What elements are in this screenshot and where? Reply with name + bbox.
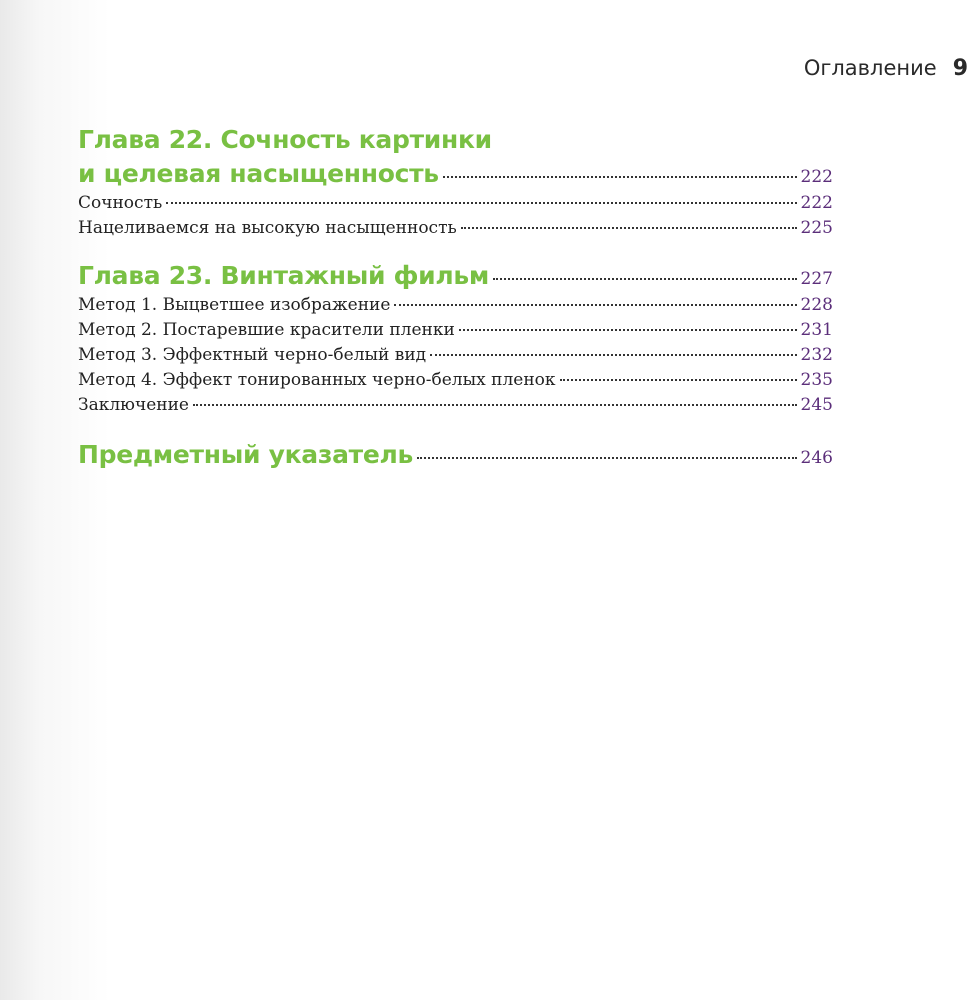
toc-entry-page: 232 bbox=[800, 345, 833, 365]
toc-entry bbox=[78, 318, 833, 343]
index-entry bbox=[78, 438, 833, 472]
toc-entry bbox=[78, 216, 833, 241]
toc-entry bbox=[78, 343, 833, 368]
leader-dots bbox=[443, 176, 797, 178]
toc-entry-page: 225 bbox=[800, 218, 833, 238]
leader-dots bbox=[459, 329, 797, 331]
leader-dots bbox=[394, 304, 796, 306]
chapter-23-entry bbox=[78, 259, 833, 293]
toc-entry-label: Метод 2. Постаревшие красители пленки bbox=[78, 320, 455, 340]
leader-dots bbox=[493, 278, 796, 280]
header-page-number: 9 bbox=[952, 56, 968, 81]
toc-entry-label: Заключение bbox=[78, 395, 189, 415]
toc-entry-label: Метод 1. Выцветшее изображение bbox=[78, 295, 391, 315]
chapter-22-title-line2: и целевая насыщенность bbox=[78, 159, 439, 188]
chapter-22-entry bbox=[78, 157, 833, 191]
index-title: Предметный указатель bbox=[78, 440, 414, 469]
toc-entry-label: Сочность bbox=[78, 193, 163, 213]
toc-entry-page: 231 bbox=[800, 320, 833, 340]
index-page: 246 bbox=[800, 448, 833, 468]
toc-entry-label: Метод 3. Эффектный черно-белый вид bbox=[78, 345, 427, 365]
toc-entry-page: 222 bbox=[800, 193, 833, 213]
leader-dots bbox=[417, 457, 797, 459]
header-title: Оглавление bbox=[803, 56, 937, 80]
chapter-23-title: Глава 23. Винтажный фильм bbox=[78, 261, 490, 290]
toc-entry-page: 228 bbox=[800, 295, 833, 315]
leader-dots bbox=[560, 379, 797, 381]
toc-entry bbox=[78, 293, 833, 318]
toc-entry bbox=[78, 393, 833, 418]
chapter-22-page: 222 bbox=[800, 167, 833, 187]
toc-entry bbox=[78, 191, 833, 216]
chapter-22-title-line1: Глава 22. Сочность картинки bbox=[78, 125, 492, 154]
toc-entry-page: 235 bbox=[800, 370, 833, 390]
leader-dots bbox=[430, 354, 796, 356]
running-header bbox=[804, 56, 968, 81]
leader-dots bbox=[166, 202, 796, 204]
table-of-contents bbox=[78, 123, 833, 472]
toc-entry-page: 245 bbox=[800, 395, 833, 415]
toc-entry bbox=[78, 368, 833, 393]
toc-entry-label: Метод 4. Эффект тонированных черно-белых пленок bbox=[78, 370, 556, 390]
leader-dots bbox=[461, 227, 797, 229]
toc-entry-label: Нацеливаемся на высокую насыщенность bbox=[78, 218, 457, 238]
leader-dots bbox=[193, 404, 797, 406]
chapter-23-page: 227 bbox=[800, 269, 833, 289]
